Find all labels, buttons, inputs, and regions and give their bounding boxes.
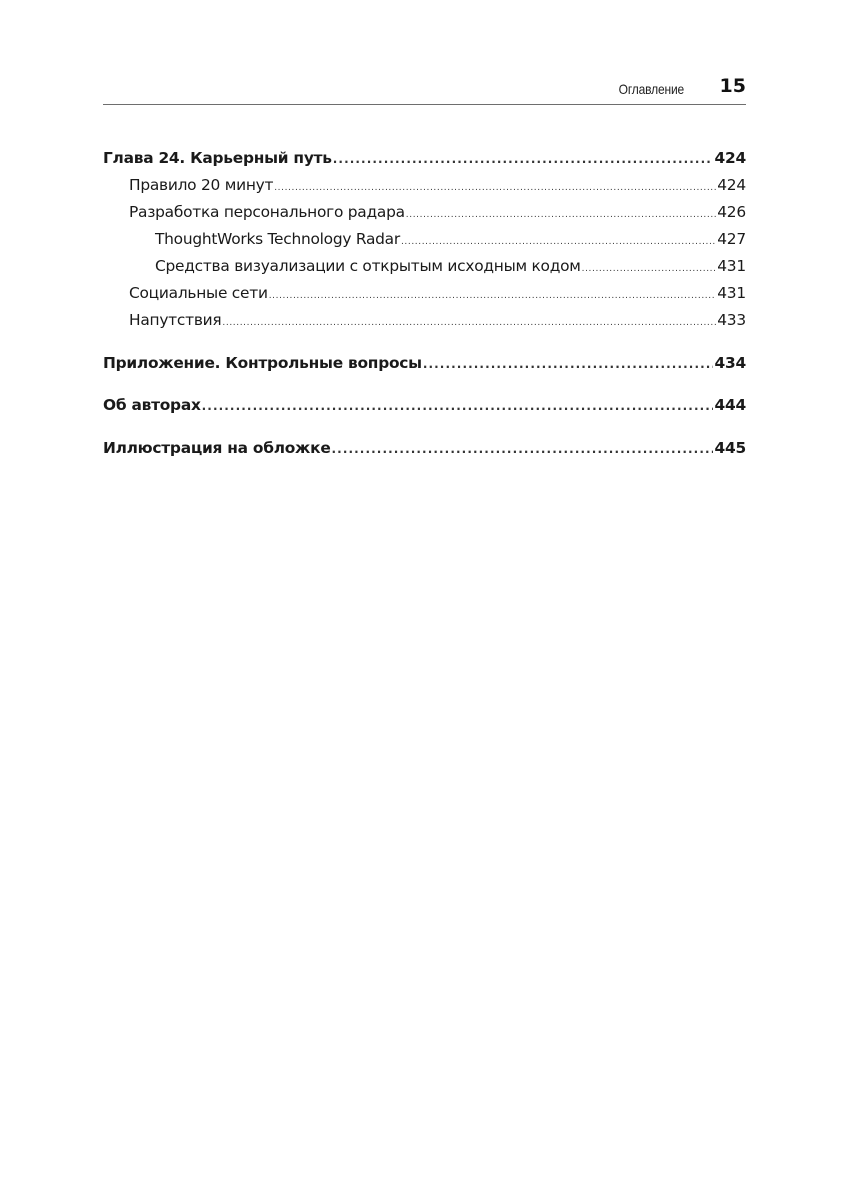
dot-leader xyxy=(332,435,714,463)
toc-entry-page: 431 xyxy=(717,257,746,275)
dot-leader xyxy=(269,280,717,310)
toc-entry-label: Правило 20 минут xyxy=(129,176,274,194)
toc-entry-chapter-24[interactable] xyxy=(103,145,746,172)
toc-entry-section[interactable] xyxy=(103,172,746,199)
toc-entry-page: 424 xyxy=(717,176,746,194)
toc-entry-section[interactable] xyxy=(103,199,746,226)
toc-entry-label: Иллюстрация на обложке xyxy=(103,438,331,457)
toc-entry-label: Напутствия xyxy=(129,311,222,329)
dot-leader xyxy=(401,226,716,256)
toc-entry-label: Приложение. Контрольные вопросы xyxy=(103,353,422,372)
toc-entry-label: Социальные сети xyxy=(129,284,268,302)
toc-entry-page: 444 xyxy=(714,396,746,414)
dot-leader xyxy=(582,253,717,283)
page-number: 15 xyxy=(719,75,746,97)
toc-entry-appendix[interactable] xyxy=(103,350,746,377)
toc-entry-page: 445 xyxy=(714,438,746,457)
toc-entry-label: ThoughtWorks Technology Radar xyxy=(155,230,400,248)
toc-entry-subsection[interactable] xyxy=(103,226,746,253)
toc-entry-section[interactable] xyxy=(103,280,746,307)
toc-entry-page: 433 xyxy=(717,311,746,329)
dot-leader xyxy=(423,350,714,378)
dot-leader xyxy=(222,307,716,337)
toc-entry-page: 426 xyxy=(717,203,746,221)
toc-entry-page: 431 xyxy=(717,284,746,302)
toc-entry-subsection[interactable] xyxy=(103,253,746,280)
toc-entry-about-authors[interactable] xyxy=(103,392,746,419)
toc-entry-page: 427 xyxy=(717,230,746,248)
table-of-contents xyxy=(103,145,746,462)
dot-leader xyxy=(202,392,714,420)
toc-entry-cover-illustration[interactable] xyxy=(103,435,746,462)
toc-entry-section[interactable] xyxy=(103,307,746,334)
toc-entry-page: 424 xyxy=(714,149,746,167)
toc-entry-label: Разработка персонального радара xyxy=(129,203,405,221)
dot-leader xyxy=(406,199,716,229)
dot-leader xyxy=(274,172,716,202)
toc-entry-label: Глава 24. Карьерный путь xyxy=(103,149,332,167)
toc-entry-page: 434 xyxy=(714,353,746,372)
running-head xyxy=(103,72,746,105)
toc-entry-label: Средства визуализации с открытым исходным кодом xyxy=(155,257,581,275)
running-title: Оглавление xyxy=(618,81,684,97)
toc-entry-label: Об авторах xyxy=(103,396,201,414)
dot-leader xyxy=(333,145,714,173)
